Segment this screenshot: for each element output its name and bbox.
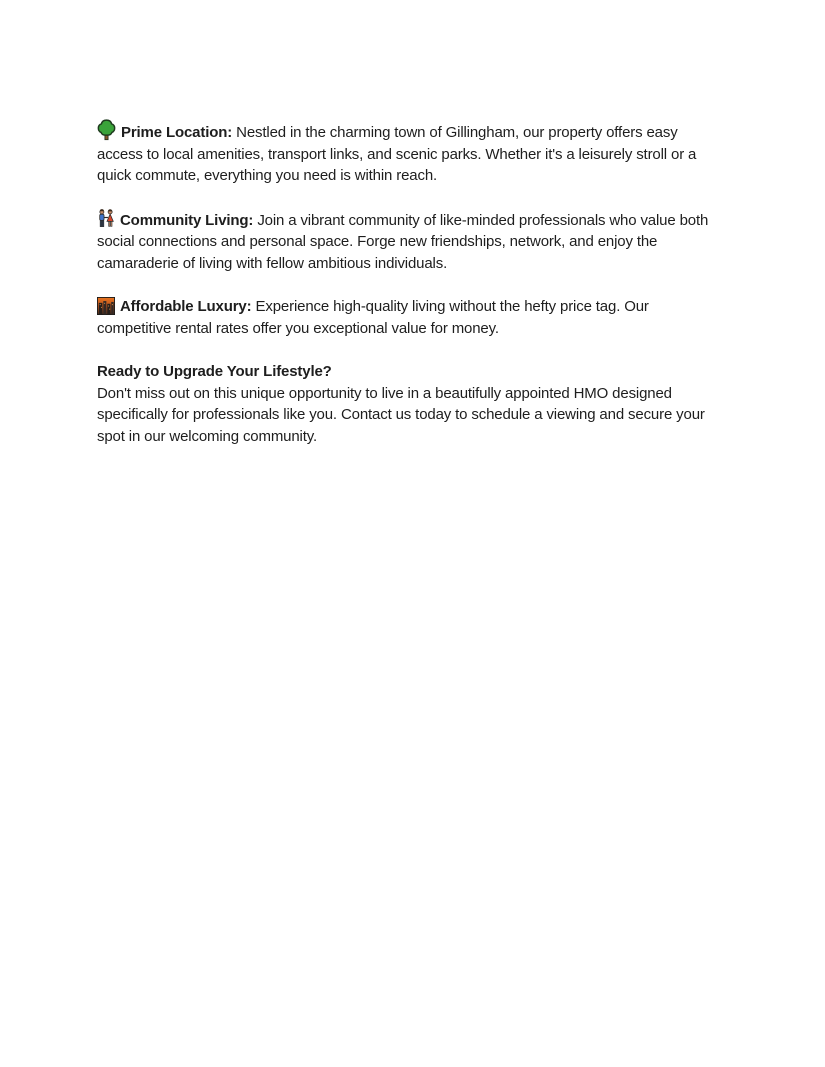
feature-label-community-living: Community Living: [120, 211, 254, 229]
feature-paragraph-community-living [97, 209, 725, 275]
couple-icon [97, 209, 115, 229]
feature-label-affordable-luxury: Affordable Luxury: [120, 298, 252, 315]
closing-text: Don't miss out on this unique opportunity to live in a beautifully appointed HMO designed specifically for professionals like you. Contact us today to schedule a viewing and secure your spot in our welcoming community. [97, 384, 705, 445]
feature-paragraph-prime-location [97, 119, 725, 187]
feature-paragraph-affordable-luxury [97, 296, 725, 339]
closing-heading: Ready to Upgrade Your Lifestyle? [97, 363, 332, 380]
feature-label-prime-location: Prime Location: [121, 124, 233, 141]
feature-text-prime-location: Nestled in the charming town of Gillingham, our property offers easy access to local amenities, transport links, and scenic parks. Whether it's a leisurely stroll or a quick commute, everything you need is within reach. [97, 124, 697, 184]
tree-icon [97, 119, 116, 141]
feature-text-affordable-luxury: Experience high-quality living without the hefty price tag. Our competitive rental rates offer you exceptional value for money. [97, 298, 649, 337]
feature-text-community-living: Join a vibrant community of like-minded professionals who value both social connections and personal space. Forge new friendships, network, and enjoy the camaraderie of living with fellow ambitious individuals. [97, 211, 709, 272]
document-content [0, 0, 825, 447]
cityscape-dusk-icon [97, 297, 115, 315]
